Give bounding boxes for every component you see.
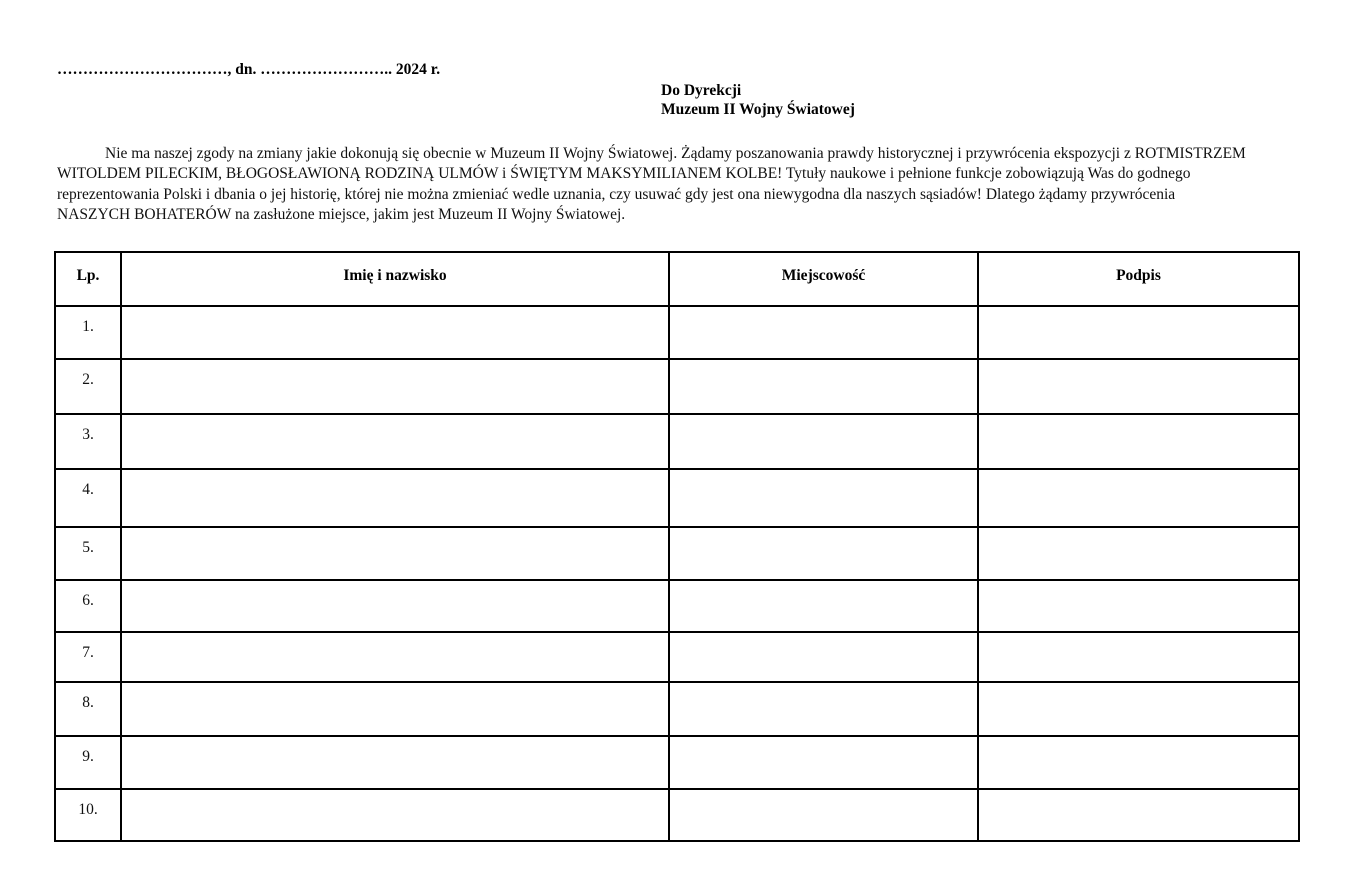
table-row — [55, 359, 1299, 414]
addressee-line-1: Do Dyrekcji — [661, 82, 742, 99]
place-cell[interactable] — [669, 682, 978, 736]
signature-cell[interactable] — [978, 736, 1299, 789]
row-number: 3. — [55, 414, 121, 469]
signature-cell[interactable] — [978, 414, 1299, 469]
name-cell[interactable] — [121, 632, 669, 682]
column-header-signature: Podpis — [978, 252, 1299, 306]
name-cell[interactable] — [121, 682, 669, 736]
date-place-line: ……………………………, dn. …………………….. 2024 r. — [57, 61, 441, 78]
table-row — [55, 682, 1299, 736]
row-number: 6. — [55, 580, 121, 632]
addressee-line-2: Muzeum II Wojny Światowej — [661, 101, 855, 118]
name-cell[interactable] — [121, 736, 669, 789]
name-cell[interactable] — [121, 527, 669, 580]
addressee-block — [661, 81, 855, 119]
table-row — [55, 306, 1299, 359]
column-header-lp: Lp. — [55, 252, 121, 306]
place-cell[interactable] — [669, 527, 978, 580]
signature-cell[interactable] — [978, 789, 1299, 841]
signature-cell[interactable] — [978, 469, 1299, 527]
place-cell[interactable] — [669, 469, 978, 527]
name-cell[interactable] — [121, 469, 669, 527]
signature-cell[interactable] — [978, 306, 1299, 359]
place-cell[interactable] — [669, 359, 978, 414]
name-cell[interactable] — [121, 414, 669, 469]
signature-cell[interactable] — [978, 359, 1299, 414]
place-cell[interactable] — [669, 414, 978, 469]
place-cell[interactable] — [669, 736, 978, 789]
signature-cell[interactable] — [978, 632, 1299, 682]
row-number: 9. — [55, 736, 121, 789]
name-cell[interactable] — [121, 789, 669, 841]
row-number: 8. — [55, 682, 121, 736]
name-cell[interactable] — [121, 580, 669, 632]
place-cell[interactable] — [669, 632, 978, 682]
name-cell[interactable] — [121, 306, 669, 359]
row-number: 2. — [55, 359, 121, 414]
place-cell[interactable] — [669, 306, 978, 359]
row-number: 1. — [55, 306, 121, 359]
table-header-row — [55, 252, 1299, 306]
signature-cell[interactable] — [978, 580, 1299, 632]
signature-cell[interactable] — [978, 527, 1299, 580]
row-number: 10. — [55, 789, 121, 841]
table-row — [55, 527, 1299, 580]
place-cell[interactable] — [669, 789, 978, 841]
signature-table — [54, 251, 1300, 842]
table-row — [55, 736, 1299, 789]
column-header-name: Imię i nazwisko — [121, 252, 669, 306]
row-number: 4. — [55, 469, 121, 527]
name-cell[interactable] — [121, 359, 669, 414]
row-number: 7. — [55, 632, 121, 682]
table-row — [55, 414, 1299, 469]
table-row — [55, 632, 1299, 682]
table-row — [55, 580, 1299, 632]
signature-cell[interactable] — [978, 682, 1299, 736]
column-header-place: Miejscowość — [669, 252, 978, 306]
petition-body-text: Nie ma naszej zgody na zmiany jakie dokonują się obecnie w Muzeum II Wojny Światowej. Żądamy poszanowania prawdy historycznej i przywrócenia ekspozycji z ROTMISTRZEM WITOLDEM PILECKIM, BŁOGOSŁAWIONĄ RODZINĄ ULMÓW i ŚWIĘTYM MAKSYMILIANEM KOLBE! Tytuły naukowe i pełnione funkcje zobowiązują Was do godnego reprezentowania Polski i dbania o jej historię, której nie można zmieniać wedle uznania, czy usuwać gdy jest ona niewygodna dla naszych sąsiadów! Dlatego żądamy przywrócenia NASZYCH BOHATERÓW na zasłużone miejsce, jakim jest Muzeum II Wojny Światowej. — [57, 145, 1246, 223]
table-row — [55, 789, 1299, 841]
place-cell[interactable] — [669, 580, 978, 632]
table-row — [55, 469, 1299, 527]
row-number: 5. — [55, 527, 121, 580]
